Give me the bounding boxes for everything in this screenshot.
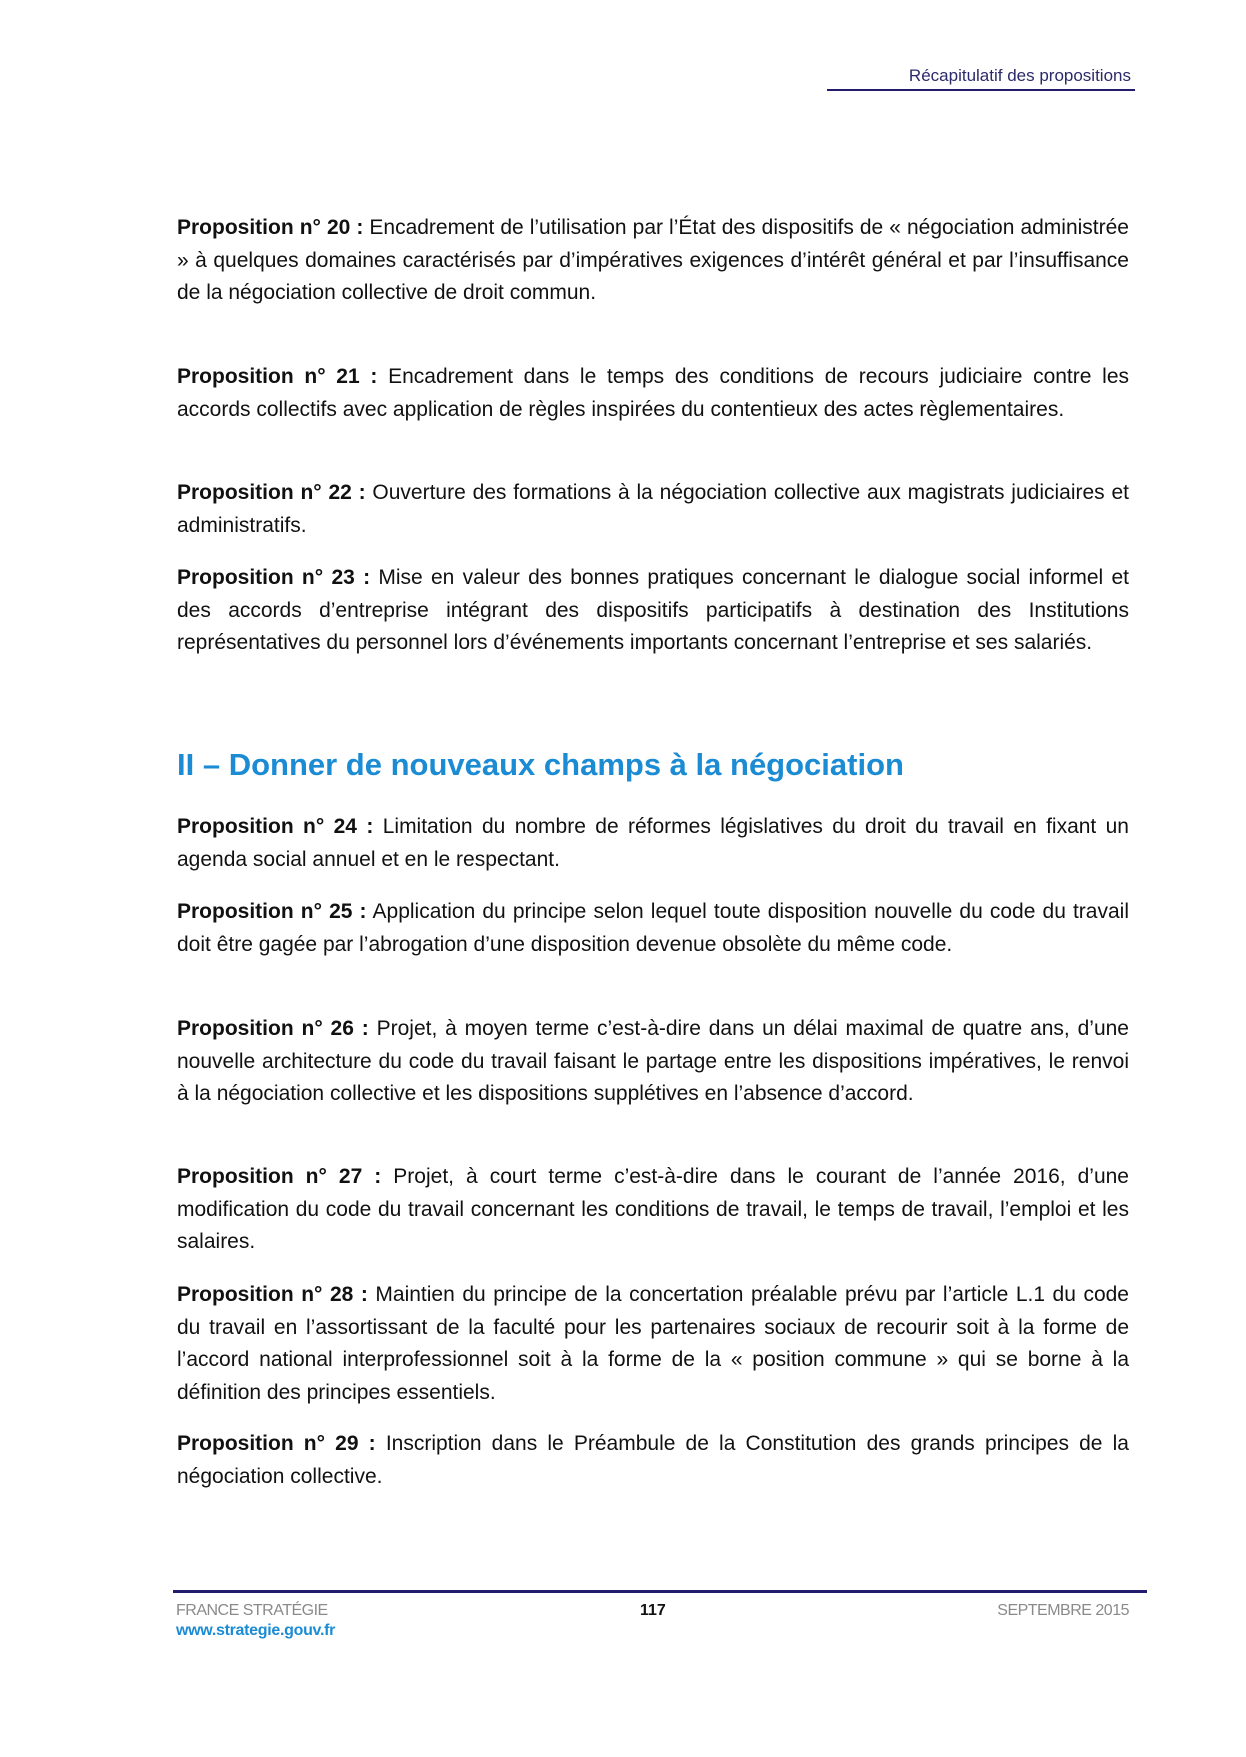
proposition-29 — [177, 1428, 1129, 1493]
proposition-label: Proposition n° 20 : — [177, 216, 364, 239]
proposition-24 — [177, 811, 1129, 876]
running-header: Récapitulatif des propositions — [908, 66, 1131, 85]
proposition-label: Proposition n° 24 : — [177, 815, 374, 838]
proposition-20 — [177, 212, 1129, 310]
proposition-28 — [177, 1279, 1129, 1409]
proposition-text: Encadrement dans le temps des conditions de recours judiciaire contre les accords collectifs avec application de règles inspirées du contentieux des actes règlementaires. — [177, 365, 1129, 421]
proposition-27 — [177, 1161, 1129, 1259]
proposition-label: Proposition n° 22 : — [177, 481, 366, 504]
proposition-22 — [177, 477, 1129, 542]
section-heading: II – Donner de nouveaux champs à la négociation — [177, 747, 904, 782]
proposition-text: Projet, à court terme c’est-à-dire dans le courant de l’année 2016, d’une modification du code du travail concernant les conditions de travail, le temps de travail, l’emploi et les salaires. — [177, 1165, 1129, 1253]
footer-url-link[interactable]: www.strategie.gouv.fr — [176, 1622, 336, 1639]
footer-org: FRANCE STRATÉGIE — [176, 1602, 328, 1619]
proposition-label: Proposition n° 28 : — [177, 1283, 368, 1306]
header-rule — [827, 89, 1135, 91]
proposition-label: Proposition n° 29 : — [177, 1432, 376, 1455]
proposition-23 — [177, 562, 1129, 660]
proposition-label: Proposition n° 25 : — [177, 900, 367, 923]
proposition-text: Ouverture des formations à la négociation collective aux magistrats judiciaires et administratifs. — [177, 481, 1129, 537]
footer-rule — [173, 1590, 1147, 1593]
proposition-text: Inscription dans le Préambule de la Constitution des grands principes de la négociation collective. — [177, 1432, 1129, 1488]
footer-date: SEPTEMBRE 2015 — [997, 1602, 1129, 1619]
proposition-text: Application du principe selon lequel toute disposition nouvelle du code du travail doit être gagée par l’abrogation d’une disposition devenue obsolète du même code. — [177, 900, 1129, 956]
proposition-21 — [177, 361, 1129, 426]
page-number: 117 — [640, 1602, 666, 1619]
proposition-label: Proposition n° 27 : — [177, 1165, 382, 1188]
proposition-label: Proposition n° 23 : — [177, 566, 371, 589]
proposition-label: Proposition n° 26 : — [177, 1017, 369, 1040]
proposition-text: Maintien du principe de la concertation préalable prévu par l’article L.1 du code du travail en l’assortissant de la faculté pour les partenaires sociaux de recourir soit à la forme de l’accord national interprofessionnel soit à la forme de la « position commune » qui se borne à la définition des principes essentiels. — [177, 1283, 1129, 1404]
proposition-label: Proposition n° 21 : — [177, 365, 378, 388]
proposition-25 — [177, 896, 1129, 961]
proposition-text: Mise en valeur des bonnes pratiques concernant le dialogue social informel et des accords d’entreprise intégrant des dispositifs participatifs à destination des Institutions représentatives du personnel lors d’événements importants concernant l’entreprise et ses salariés. — [177, 566, 1129, 654]
proposition-text: Projet, à moyen terme c’est-à-dire dans un délai maximal de quatre ans, d’une nouvelle architecture du code du travail faisant le partage entre les dispositions impératives, le renvoi à la négociation collective et les dispositions supplétives en l’absence d’accord. — [177, 1017, 1129, 1105]
proposition-26 — [177, 1013, 1129, 1111]
proposition-text: Limitation du nombre de réformes législatives du droit du travail en fixant un agenda social annuel et en le respectant. — [177, 815, 1129, 871]
proposition-text: Encadrement de l’utilisation par l’État des dispositifs de « négociation administrée » à quelques domaines caractérisés par d’impératives exigences d’intérêt général et par l’insuffisance de la négociation collective de droit commun. — [177, 216, 1129, 304]
